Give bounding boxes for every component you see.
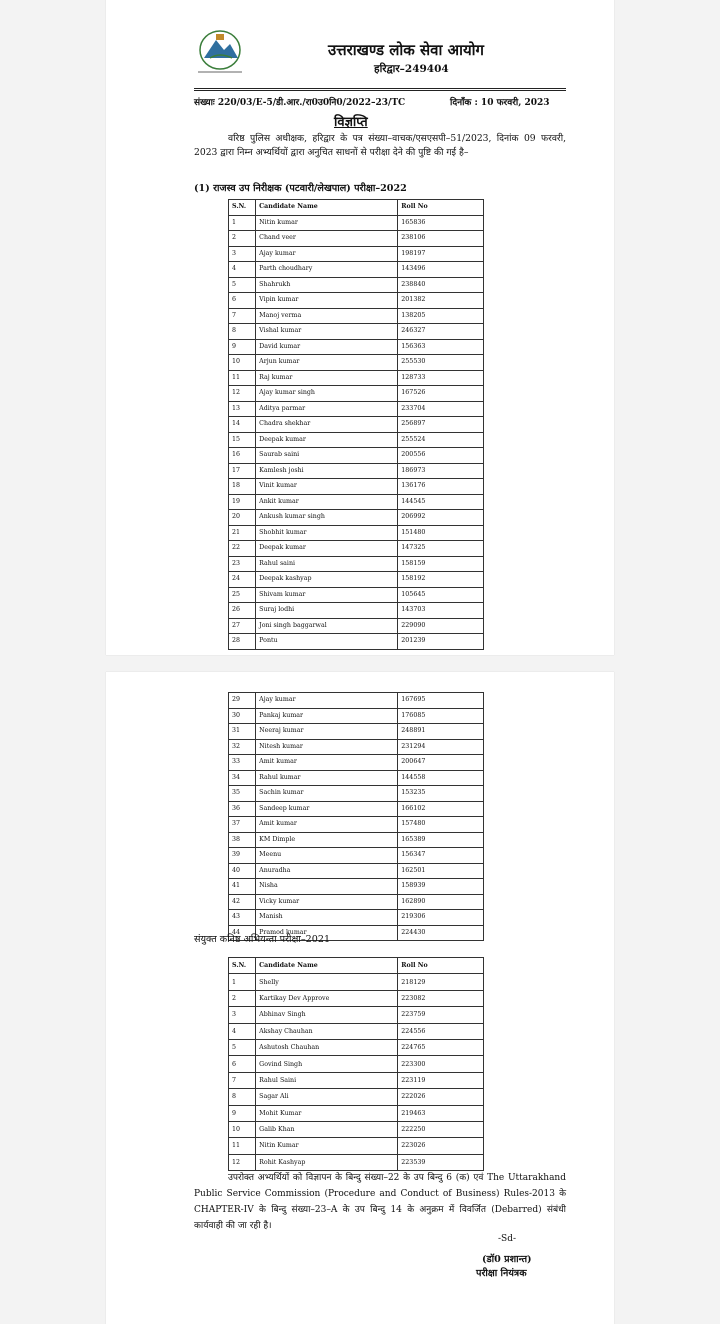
table-row [229, 246, 484, 262]
candidate-name-cell: Suraj lodhi [256, 603, 398, 619]
candidate-name-cell: Shivam kumar [256, 587, 398, 603]
header-name: Candidate Name [256, 958, 398, 974]
roll-number-cell: 223082 [398, 990, 484, 1006]
table-row [229, 1138, 484, 1154]
header-divider-2 [194, 90, 566, 91]
serial-number-cell: 17 [229, 463, 256, 479]
candidate-name-cell: Deepak kumar [256, 432, 398, 448]
table-row [229, 1007, 484, 1023]
table-row [229, 1072, 484, 1088]
roll-number-cell: 233704 [398, 401, 484, 417]
candidate-name-cell: Sachin kumar [256, 786, 398, 802]
roll-number-cell: 166102 [398, 801, 484, 817]
table-row [229, 1023, 484, 1039]
candidate-name-cell: Pramod kumar [256, 925, 398, 941]
table-row [229, 910, 484, 926]
table-row [229, 479, 484, 495]
candidate-name-cell: Shobhit kumar [256, 525, 398, 541]
table-row [229, 293, 484, 309]
candidate-name-cell: Rahul kumar [256, 770, 398, 786]
candidate-name-cell: Meenu [256, 848, 398, 864]
table-header-row [229, 200, 484, 216]
table-row [229, 510, 484, 526]
table-row [229, 770, 484, 786]
table-row [229, 1089, 484, 1105]
serial-number-cell: 4 [229, 262, 256, 278]
candidate-name-cell: Aditya parmar [256, 401, 398, 417]
table-row [229, 693, 484, 709]
header-roll: Roll No [398, 958, 484, 974]
candidate-name-cell: Nitin Kumar [256, 1138, 398, 1154]
table-row [229, 817, 484, 833]
table-row [229, 832, 484, 848]
serial-number-cell: 6 [229, 293, 256, 309]
roll-number-cell: 201382 [398, 293, 484, 309]
table-row [229, 708, 484, 724]
table-row [229, 386, 484, 402]
signatory-name: (डॉ0 प्रशान्त) [482, 1254, 532, 1265]
table-row [229, 990, 484, 1006]
candidate-name-cell: Chand veer [256, 231, 398, 247]
roll-number-cell: 231294 [398, 739, 484, 755]
roll-number-cell: 224556 [398, 1023, 484, 1039]
roll-number-cell: 223026 [398, 1138, 484, 1154]
section2-title: संयुक्त कनिष्ठ अभियन्ता परीक्षा–2021 [194, 934, 331, 945]
serial-number-cell: 11 [229, 370, 256, 386]
table-body [229, 693, 484, 941]
serial-number-cell: 25 [229, 587, 256, 603]
candidate-name-cell: Shelly [256, 974, 398, 990]
serial-number-cell: 29 [229, 693, 256, 709]
roll-number-cell: 105645 [398, 587, 484, 603]
candidate-name-cell: Neeraj kumar [256, 724, 398, 740]
candidate-name-cell: Deepak kumar [256, 541, 398, 557]
roll-number-cell: 167526 [398, 386, 484, 402]
intro-paragraph [194, 132, 566, 160]
table-row [229, 370, 484, 386]
roll-number-cell: 246327 [398, 324, 484, 340]
candidate-name-cell: Parth choudhary [256, 262, 398, 278]
serial-number-cell: 6 [229, 1056, 256, 1072]
table-row [229, 974, 484, 990]
candidate-name-cell: Nitesh kumar [256, 739, 398, 755]
table-body [229, 974, 484, 1171]
roll-number-cell: 144545 [398, 494, 484, 510]
table-row [229, 863, 484, 879]
table-row [229, 739, 484, 755]
roll-number-cell: 165389 [398, 832, 484, 848]
table-row [229, 417, 484, 433]
table-row [229, 525, 484, 541]
table-header-row [229, 958, 484, 974]
table-row [229, 1105, 484, 1121]
candidate-name-cell: Akshay Chauhan [256, 1023, 398, 1039]
roll-number-cell: 222250 [398, 1121, 484, 1137]
roll-number-cell: 128733 [398, 370, 484, 386]
commission-address: हरिद्वार–249404 [374, 63, 449, 75]
table-body [229, 215, 484, 649]
serial-number-cell: 2 [229, 231, 256, 247]
roll-number-cell: 218129 [398, 974, 484, 990]
roll-number-cell: 151480 [398, 525, 484, 541]
table-row [229, 324, 484, 340]
candidate-name-cell: David kumar [256, 339, 398, 355]
roll-number-cell: 136176 [398, 479, 484, 495]
candidate-name-cell: Sagar Ali [256, 1089, 398, 1105]
table-row [229, 463, 484, 479]
roll-number-cell: 143496 [398, 262, 484, 278]
roll-number-cell: 248891 [398, 724, 484, 740]
roll-number-cell: 238840 [398, 277, 484, 293]
roll-number-cell: 200556 [398, 448, 484, 464]
candidate-name-cell: Joni singh baggarwal [256, 618, 398, 634]
serial-number-cell: 21 [229, 525, 256, 541]
serial-number-cell: 34 [229, 770, 256, 786]
candidate-name-cell: Galib Khan [256, 1121, 398, 1137]
candidate-name-cell: Vishal kumar [256, 324, 398, 340]
table-row [229, 786, 484, 802]
roll-number-cell: 255530 [398, 355, 484, 371]
serial-number-cell: 3 [229, 246, 256, 262]
table-row [229, 603, 484, 619]
table-row [229, 894, 484, 910]
table-row [229, 277, 484, 293]
serial-number-cell: 16 [229, 448, 256, 464]
table-row [229, 634, 484, 650]
roll-number-cell: 162890 [398, 894, 484, 910]
table-row [229, 448, 484, 464]
roll-number-cell: 176085 [398, 708, 484, 724]
header-sn: S.N. [229, 958, 256, 974]
candidate-name-cell: Abhinav Singh [256, 1007, 398, 1023]
table-row [229, 724, 484, 740]
candidate-name-cell: Shahrukh [256, 277, 398, 293]
section1-title: (1) राजस्व उप निरीक्षक (पटवारी/लेखपाल) परीक्षा–2022 [194, 183, 407, 194]
signatory-designation: परीक्षा नियंत्रक [476, 1268, 527, 1279]
candidates-table-section1-part1 [228, 199, 484, 650]
roll-number-cell: 223539 [398, 1154, 484, 1170]
roll-number-cell: 156363 [398, 339, 484, 355]
table-row [229, 215, 484, 231]
candidate-name-cell: Rahul saini [256, 556, 398, 572]
serial-number-cell: 8 [229, 1089, 256, 1105]
serial-number-cell: 37 [229, 817, 256, 833]
roll-number-cell: 138205 [398, 308, 484, 324]
commission-name: उत्तराखण्ड लोक सेवा आयोग [328, 41, 484, 59]
candidate-name-cell: Anuradha [256, 863, 398, 879]
candidate-name-cell: Nisha [256, 879, 398, 895]
candidate-name-cell: Kamlesh joshi [256, 463, 398, 479]
closing-text: उपरोक्त अभ्यर्थियों को विज्ञापन के बिन्दु संख्या–22 के उप बिन्दु 6 (क) एवं The Uttarakhand Public Service Commission (Procedure and Conduct of Business) Rules-2013 के CHAPTER-IV के बिन्दु संख्या–23–A के उप बिन्दु 14 के अनुक्रम में विवर्जित (Debarred) संबंधी कार्यवाही की जा रही है। [194, 1173, 566, 1231]
roll-number-cell: 157480 [398, 817, 484, 833]
intro-text: वरिष्ठ पुलिस अधीक्षक, हरिद्वार के पत्र संख्या–वाचक/एसएसपी–51/2023, दिनांक 09 फरवरी, 2023 द्वारा निम्न अभ्यर्थियों द्वारा अनुचित साधनों से परीक्षा देने की पुष्टि की गई है– [194, 133, 566, 158]
table-row [229, 494, 484, 510]
table-row [229, 879, 484, 895]
serial-number-cell: 36 [229, 801, 256, 817]
serial-number-cell: 35 [229, 786, 256, 802]
roll-number-cell: 256897 [398, 417, 484, 433]
serial-number-cell: 28 [229, 634, 256, 650]
roll-number-cell: 144558 [398, 770, 484, 786]
notice-date: दिनाँक : 10 फरवरी, 2023 [450, 98, 550, 108]
candidate-name-cell: Manoj verma [256, 308, 398, 324]
roll-number-cell: 223119 [398, 1072, 484, 1088]
candidates-table-section1-part2 [228, 692, 484, 941]
header-sn: S.N. [229, 200, 256, 216]
table-row [229, 1039, 484, 1055]
serial-number-cell: 18 [229, 479, 256, 495]
reference-number: संख्याः 220/03/E-5/डी.आर./रा0उ0नि0/2022–23/TC [194, 98, 406, 108]
serial-number-cell: 1 [229, 215, 256, 231]
serial-number-cell: 44 [229, 925, 256, 941]
roll-number-cell: 222026 [398, 1089, 484, 1105]
serial-number-cell: 15 [229, 432, 256, 448]
candidate-name-cell: Ajay kumar [256, 246, 398, 262]
candidate-name-cell: Arjun kumar [256, 355, 398, 371]
serial-number-cell: 24 [229, 572, 256, 588]
candidate-name-cell: Pontu [256, 634, 398, 650]
candidate-name-cell: Vicky kumar [256, 894, 398, 910]
serial-number-cell: 40 [229, 863, 256, 879]
roll-number-cell: 201239 [398, 634, 484, 650]
candidate-name-cell: Raj kumar [256, 370, 398, 386]
candidate-name-cell: Govind Singh [256, 1056, 398, 1072]
candidate-name-cell: Saurab saini [256, 448, 398, 464]
serial-number-cell: 42 [229, 894, 256, 910]
document-page-1 [106, 0, 614, 655]
roll-number-cell: 219306 [398, 910, 484, 926]
roll-number-cell: 238106 [398, 231, 484, 247]
closing-paragraph [194, 1170, 566, 1234]
roll-number-cell: 224430 [398, 925, 484, 941]
roll-number-cell: 158939 [398, 879, 484, 895]
serial-number-cell: 38 [229, 832, 256, 848]
roll-number-cell: 198197 [398, 246, 484, 262]
serial-number-cell: 7 [229, 1072, 256, 1088]
serial-number-cell: 10 [229, 1121, 256, 1137]
roll-number-cell: 219463 [398, 1105, 484, 1121]
table-row [229, 339, 484, 355]
candidate-name-cell: Ajay kumar singh [256, 386, 398, 402]
roll-number-cell: 147325 [398, 541, 484, 557]
candidate-name-cell: Rahul Saini [256, 1072, 398, 1088]
serial-number-cell: 13 [229, 401, 256, 417]
serial-number-cell: 5 [229, 277, 256, 293]
table-row [229, 587, 484, 603]
serial-number-cell: 22 [229, 541, 256, 557]
commission-emblem-logo [194, 28, 246, 76]
serial-number-cell: 27 [229, 618, 256, 634]
serial-number-cell: 1 [229, 974, 256, 990]
table-row [229, 541, 484, 557]
candidate-name-cell: Ajay kumar [256, 693, 398, 709]
serial-number-cell: 8 [229, 324, 256, 340]
candidate-name-cell: Vipin kumar [256, 293, 398, 309]
serial-number-cell: 14 [229, 417, 256, 433]
serial-number-cell: 4 [229, 1023, 256, 1039]
notice-title: विज्ञप्ति [334, 115, 368, 130]
candidate-name-cell: KM Dimple [256, 832, 398, 848]
serial-number-cell: 30 [229, 708, 256, 724]
roll-number-cell: 167695 [398, 693, 484, 709]
roll-number-cell: 229090 [398, 618, 484, 634]
header-roll: Roll No [398, 200, 484, 216]
signed-mark: -Sd- [498, 1234, 517, 1244]
candidate-name-cell: Vinit kumar [256, 479, 398, 495]
candidate-name-cell: Sandeep kumar [256, 801, 398, 817]
serial-number-cell: 31 [229, 724, 256, 740]
table-row [229, 401, 484, 417]
serial-number-cell: 3 [229, 1007, 256, 1023]
table-row [229, 355, 484, 371]
serial-number-cell: 5 [229, 1039, 256, 1055]
roll-number-cell: 153235 [398, 786, 484, 802]
candidate-name-cell: Amit kumar [256, 755, 398, 771]
candidate-name-cell: Amit kumar [256, 817, 398, 833]
serial-number-cell: 2 [229, 990, 256, 1006]
roll-number-cell: 158159 [398, 556, 484, 572]
serial-number-cell: 7 [229, 308, 256, 324]
serial-number-cell: 11 [229, 1138, 256, 1154]
table-row [229, 308, 484, 324]
roll-number-cell: 158192 [398, 572, 484, 588]
table-row [229, 1056, 484, 1072]
table-row [229, 262, 484, 278]
candidates-table-section2 [228, 957, 484, 1171]
header-name: Candidate Name [256, 200, 398, 216]
candidate-name-cell: Mohit Kumar [256, 1105, 398, 1121]
candidate-name-cell: Pankaj kumar [256, 708, 398, 724]
candidate-name-cell: Rohit Kashyap [256, 1154, 398, 1170]
roll-number-cell: 200647 [398, 755, 484, 771]
candidate-name-cell: Deepak kashyap [256, 572, 398, 588]
serial-number-cell: 23 [229, 556, 256, 572]
candidate-name-cell: Ankush kumar singh [256, 510, 398, 526]
serial-number-cell: 43 [229, 910, 256, 926]
serial-number-cell: 39 [229, 848, 256, 864]
serial-number-cell: 10 [229, 355, 256, 371]
serial-number-cell: 20 [229, 510, 256, 526]
roll-number-cell: 255524 [398, 432, 484, 448]
roll-number-cell: 156347 [398, 848, 484, 864]
roll-number-cell: 162501 [398, 863, 484, 879]
roll-number-cell: 224765 [398, 1039, 484, 1055]
table-row [229, 1154, 484, 1170]
table-row [229, 618, 484, 634]
candidate-name-cell: Nitin kumar [256, 215, 398, 231]
serial-number-cell: 9 [229, 1105, 256, 1121]
candidate-name-cell: Chadra shekhar [256, 417, 398, 433]
roll-number-cell: 143703 [398, 603, 484, 619]
roll-number-cell: 223300 [398, 1056, 484, 1072]
table-row [229, 848, 484, 864]
serial-number-cell: 32 [229, 739, 256, 755]
roll-number-cell: 223759 [398, 1007, 484, 1023]
roll-number-cell: 206992 [398, 510, 484, 526]
serial-number-cell: 12 [229, 386, 256, 402]
serial-number-cell: 41 [229, 879, 256, 895]
table-row [229, 432, 484, 448]
table-row [229, 1121, 484, 1137]
document-page-2 [106, 672, 614, 1324]
serial-number-cell: 9 [229, 339, 256, 355]
candidate-name-cell: Kartikay Dev Approve [256, 990, 398, 1006]
table-row [229, 556, 484, 572]
candidate-name-cell: Ankit kumar [256, 494, 398, 510]
roll-number-cell: 186973 [398, 463, 484, 479]
candidate-name-cell: Ashutosh Chauhan [256, 1039, 398, 1055]
table-row [229, 755, 484, 771]
serial-number-cell: 12 [229, 1154, 256, 1170]
serial-number-cell: 33 [229, 755, 256, 771]
table-row [229, 801, 484, 817]
candidate-name-cell: Manish [256, 910, 398, 926]
roll-number-cell: 165836 [398, 215, 484, 231]
serial-number-cell: 26 [229, 603, 256, 619]
table-row [229, 231, 484, 247]
header-divider [194, 88, 566, 89]
serial-number-cell: 19 [229, 494, 256, 510]
table-row [229, 572, 484, 588]
